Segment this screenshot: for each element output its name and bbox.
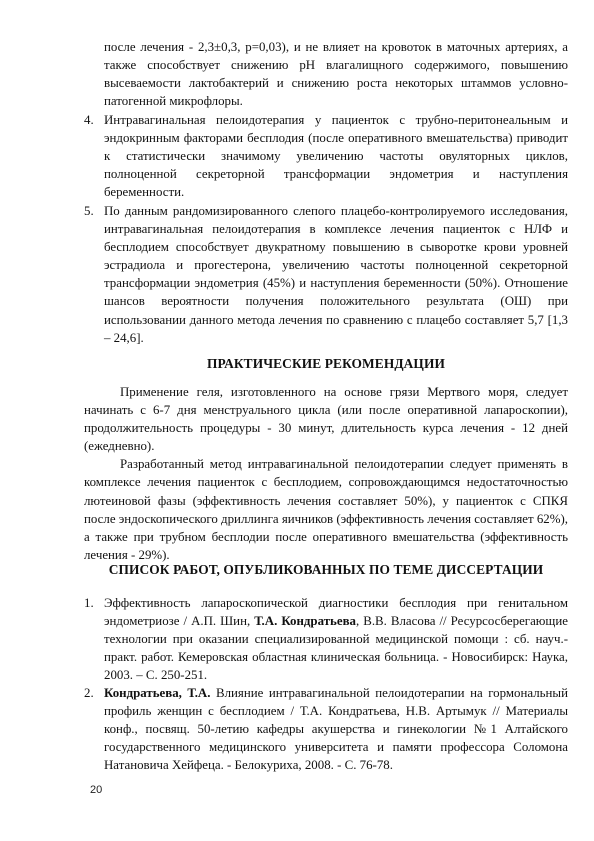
recommendation-paragraph: Применение геля, изготовленного на основе грязи Мертвого моря, следует начинать с 6-7 дня менструального цикла (или после оперативной лапароскопии), продолжительность процедуры - 30 минут, длительность курса лечения - 12 дней (ежедневно). [84, 385, 568, 454]
publication-text: Эффективность лапароскопической диагностики бесплодия при генитальном эндометриозе / А.П. Шин, Т.А. Кондратьева, В.В. Власова // Ресурсосберегающие технологии при оказании специализированной медицинской помощи : сб. науч.-практ. работ. Кемеровская областная клиническая больница. - Новосибирск: Наука, 2003. – С. 250-251. [104, 596, 568, 683]
publications-heading: СПИСОК РАБОТ, ОПУБЛИКОВАННЫХ ПО ТЕМЕ ДИССЕРТАЦИИ [108, 562, 544, 577]
conclusion-number: 5. [84, 204, 94, 218]
conclusion-item-4 [84, 111, 568, 201]
conclusion-number: 4. [84, 113, 94, 127]
page-number: 20 [90, 784, 103, 796]
publication-number: 2. [84, 686, 94, 700]
recommendation-paragraph: Разработанный метод интравагинальной пелоидотерапии следует применять в комплексе лечения пациенток с бесплодием, сопровождающимся недостаточностью лютеиновой фазы (эффективность лечения составляет 50%), у пациенток с СПКЯ после эндоскопического дриллинга яичников (эффективность лечения составляет 62%), а также при трубном бесплодии после оперативного вмешательства (эффективность лечения - 29%). [84, 457, 568, 562]
recommendations-heading: ПРАКТИЧЕСКИЕ РЕКОМЕНДАЦИИ [207, 356, 445, 371]
publication-number: 1. [84, 596, 94, 610]
author-name: Кондратьева, Т.А. [104, 686, 211, 700]
publication-item [84, 684, 568, 774]
conclusion-text: По данным рандомизированного слепого плацебо-контролируемого исследования, интравагинальная пелоидотерапия в комплексе лечения пациенток с НЛФ и бесплодием способствует двукратному повышению в сыворотке крови уровней эстрадиола и прогестерона, увеличению частоты полноценной секреторной трансформации эндометрия (45%) и наступления беременности (50%). Отношение шансов вероятности получения положительного результата (ОШ) при использовании данного метода лечения по сравнению с плацебо составляет 5,7 [1,3 – 24,6]. [104, 204, 568, 345]
continuation-paragraph: после лечения - 2,3±0,3, р=0,03), и не влияет на кровоток в маточных артериях, а также способствует снижению рН влагалищного содержимого, повышению высеваемости лактобактерий и снижению роста некоторых штаммов условно-патогенной микрофлоры. [104, 40, 568, 109]
conclusion-item-5 [84, 202, 568, 347]
recommendations-body [84, 383, 568, 564]
publication-text: Кондратьева, Т.А. Влияние интравагинальной пелоидотерапии на гормональный профиль женщин с бесплодием / Т.А. Кондратьева, Н.В. Артымук // Материалы конф., посвящ. 50-летию кафедры акушерства и гинекологии №1 Алтайского государственного медицинского университета и памяти профессора Соломона Натановича Хейфеца. - Белокуриха, 2008. - С. 76-78. [104, 686, 568, 773]
author-name: Т.А. Кондратьева [254, 614, 356, 629]
conclusion-text: Интравагинальная пелоидотерапия у пациенток с трубно-перитонеальным и эндокринным факторами бесплодия (после оперативного вмешательства) приводит к статистически значимому увеличению частоты овуляторных циклов, полноценной секреторной трансформации эндометрия и наступления беременности. [104, 113, 568, 200]
publication-item [84, 594, 568, 684]
